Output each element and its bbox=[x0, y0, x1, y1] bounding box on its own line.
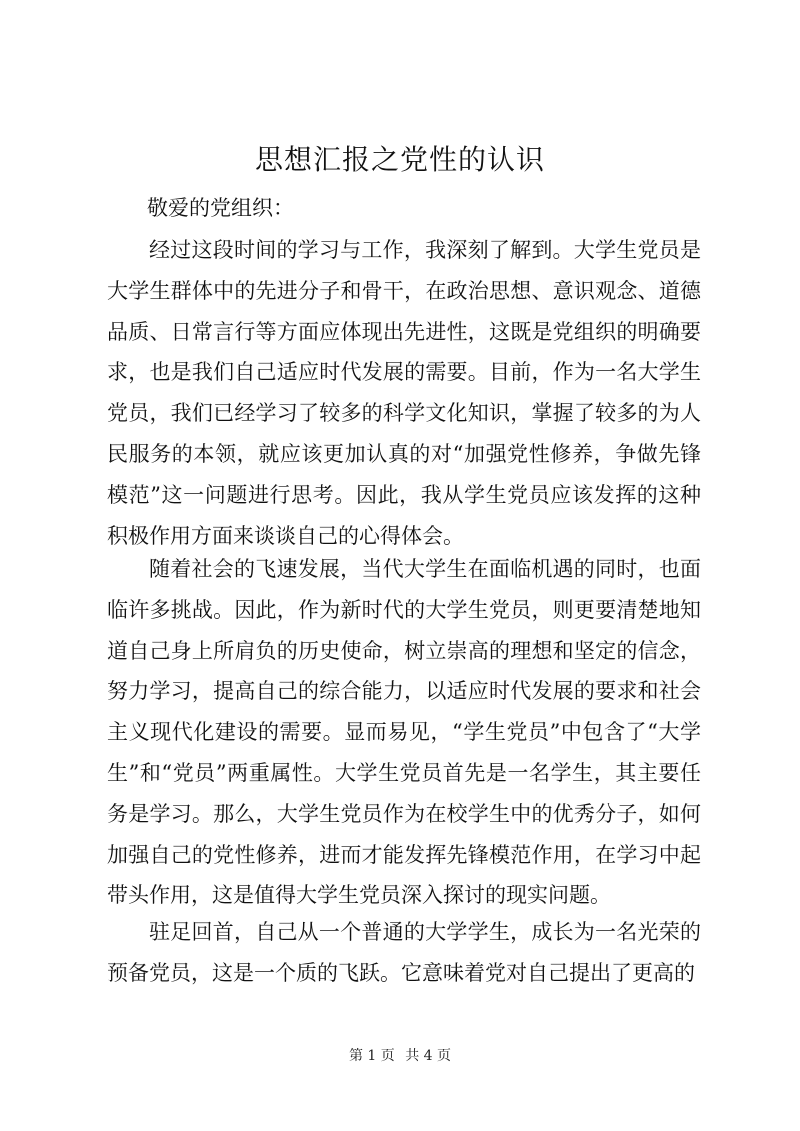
paragraph-3: 驻足回首，自己从一个普通的大学学生，成长为一名光荣的预备党员，这是一个质的飞跃。它意味着党对自己提出了更高的 bbox=[107, 920, 701, 985]
salutation: 敬爱的党组织： bbox=[147, 196, 294, 220]
paragraph-2: 随着社会的飞速发展，当代大学生在面临机遇的同时，也面临许多挑战。因此，作为新时代的大学生党员，则更要清楚地知道自己身上所肩负的历史使命，树立崇高的理想和坚定的信念，努力学习，提高自己的综合能力，以适应时代发展的要求和社会主义现代化建设的需要。显而易见，“学生党员”中包含了“大学生”和“党员”两重属性。大学生党员首先是一名学生，其主要任务是学习。那么，大学生党员作为在校学生中的优秀分子，如何加强自己的党性修养，进而才能发挥先锋模范作用，在学习中起带头作用，这是值得大学生党员深入探讨的现实问题。 bbox=[107, 557, 701, 908]
page-number: 第 1 页 bbox=[348, 1048, 395, 1064]
page-footer bbox=[0, 1046, 800, 1066]
paragraph-1: 经过这段时间的学习与工作，我深刻了解到。大学生党员是大学生群体中的先进分子和骨干，在政治思想、意识观念、道德品质、日常言行等方面应体现出先进性，这既是党组织的明确要求，也是我们自己适应时代发展的需要。目前，作为一名大学生党员，我们已经学习了较多的科学文化知识，掌握了较多的为人民服务的本领，就应该更加认真的对“加强党性修养，争做先锋模范”这一问题进行思考。因此，我从学生党员应该发挥的这种积极作用方面来谈谈自己的心得体会。 bbox=[107, 238, 701, 548]
page-title: 思想汇报之党性的认识 bbox=[254, 143, 545, 176]
page-total: 共 4 页 bbox=[405, 1048, 452, 1064]
